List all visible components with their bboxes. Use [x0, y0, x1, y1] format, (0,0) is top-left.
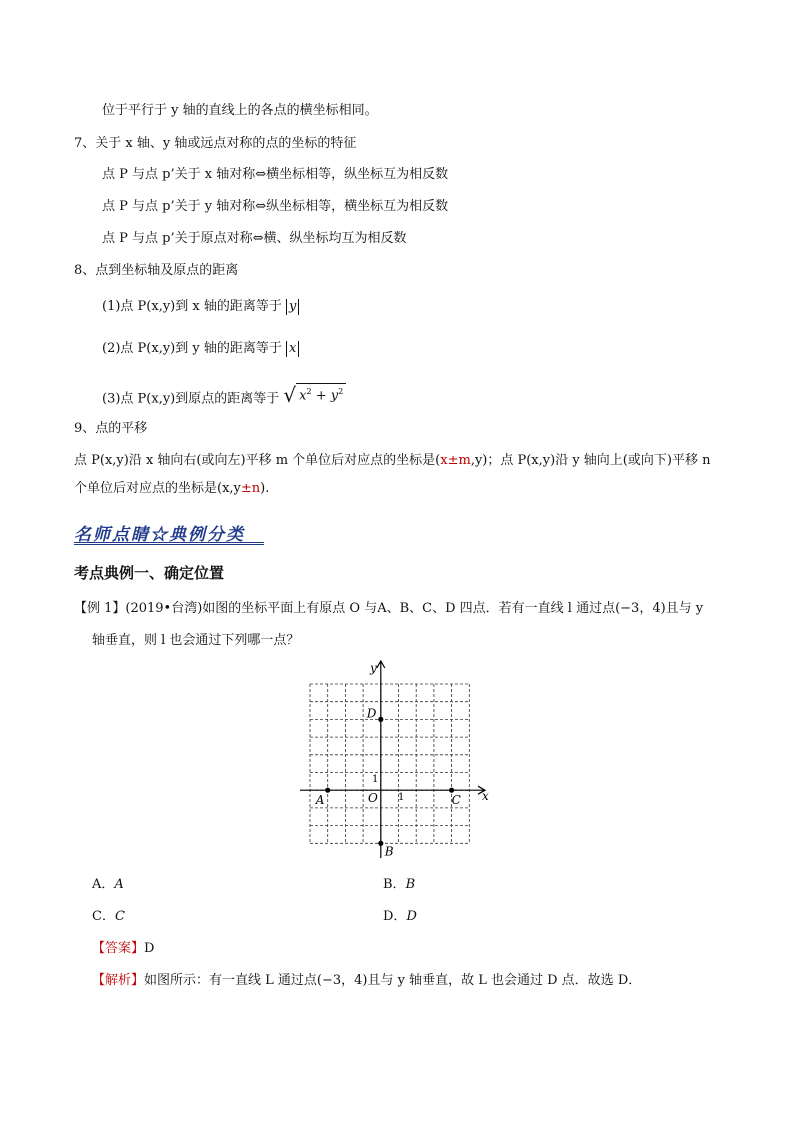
translation-line-1: 点 P(x,y)沿 x 轴向右(或向左)平移 m 个单位后对应点的坐标是(x±m,y)；点 P(x,y)沿 y 轴向上(或向下)平移 n — [74, 453, 711, 468]
distance-line-3 — [102, 383, 346, 408]
text-line: 位于平行于 y 轴的直线上的各点的横坐标相同。 — [102, 103, 378, 118]
option-c[interactable]: C．C — [92, 909, 125, 924]
math-abs-y: y — [286, 299, 299, 315]
grid-lines — [310, 684, 469, 843]
analysis-line: 【解析】如图所示：有一直线 L 通过点(−3，4)且与 y 轴垂直，故 L 也会通过 D 点．故选 D． — [92, 973, 642, 988]
text-line: 点 P 与点 p’关于 x 轴对称⇔横坐标相等，纵坐标互为相反数 — [102, 167, 449, 182]
y-axis — [377, 661, 385, 858]
point-d — [378, 717, 383, 722]
analysis-tag: 【解析】 — [92, 973, 145, 988]
point-label-d: D — [366, 706, 377, 721]
text: (1)点 P(x,y)到 x 轴的距离等于 — [102, 299, 282, 314]
math-sqrt — [283, 383, 346, 408]
math-abs-x: x — [286, 341, 299, 357]
text: (3)点 P(x,y)到原点的距离等于 — [102, 391, 280, 407]
point-label-b: B — [384, 844, 394, 859]
section-title: 考点典例一、确定位置 — [74, 564, 225, 582]
text-line: 点 P 与点 p’关于 y 轴对称⇔纵坐标相等，横坐标互为相反数 — [102, 199, 449, 214]
example-line-2: 轴垂直，则 l 也会通过下列哪一点？ — [92, 633, 300, 648]
example-line-1: 【例 1】(2019•台湾)如图的坐标平面上有原点 O 与A、B、C、D 四点．若有一直线 l 通过点(−3，4)且与 y — [74, 601, 704, 616]
distance-line-1 — [102, 298, 299, 316]
text: (2)点 P(x,y)到 y 轴的距离等于 — [102, 341, 282, 356]
radical-sign: √ — [283, 383, 297, 408]
point-c — [449, 788, 454, 793]
answer-line: 【答案】D — [92, 941, 155, 956]
example-tag: 【例 1】 — [74, 601, 126, 616]
point-label-a: A — [315, 793, 325, 808]
option-a[interactable]: A．A — [92, 877, 124, 892]
section-banner: 名师点睛☆典例分类 — [74, 520, 264, 545]
y-tick-label: 1 — [372, 774, 379, 785]
point-b — [378, 841, 383, 846]
answer-tag: 【答案】 — [92, 941, 145, 956]
section-heading-7: 7、关于 x 轴、y 轴或远点对称的点的坐标的特征 — [74, 136, 357, 151]
coordinate-grid-figure — [298, 658, 496, 860]
translation-line-2: 个单位后对应点的坐标是(x,y±n). — [74, 481, 270, 496]
origin-label: O — [368, 791, 378, 805]
section-heading-9: 9、点的平移 — [74, 421, 148, 436]
points — [315, 706, 461, 858]
text-line: 点 P 与点 p’关于原点对称⇔横、纵坐标均互为相反数 — [102, 231, 407, 246]
x-axis-label: x — [482, 789, 489, 803]
option-b[interactable]: B．B — [383, 877, 416, 892]
y-axis-label: y — [370, 661, 377, 675]
x-tick-label: 1 — [398, 792, 405, 803]
option-d[interactable]: D．D — [383, 909, 417, 924]
distance-line-2 — [102, 340, 299, 358]
point-label-c: C — [451, 793, 461, 808]
point-a — [325, 788, 330, 793]
section-heading-8: 8、点到坐标轴及原点的距离 — [74, 263, 239, 278]
radicand: $x^2 + y^2$ — [296, 383, 346, 404]
